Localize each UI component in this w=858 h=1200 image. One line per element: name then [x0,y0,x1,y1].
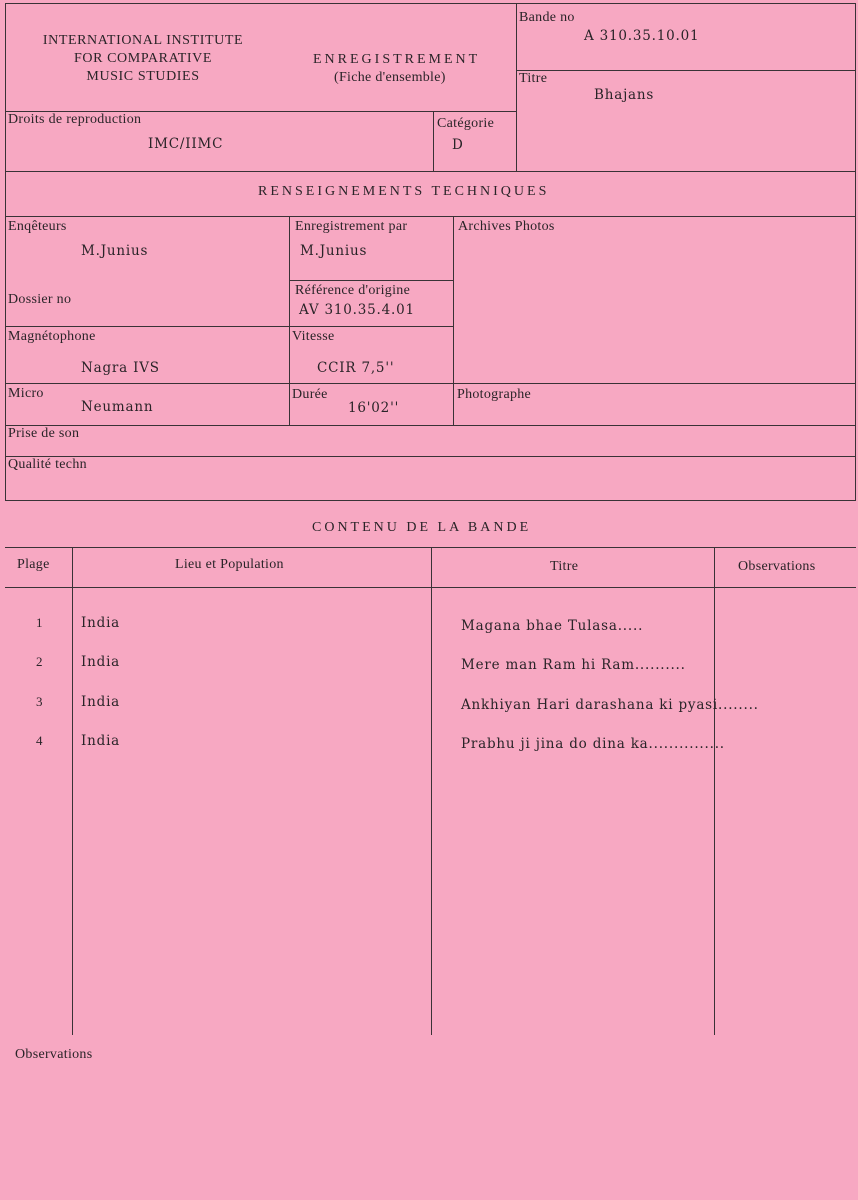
magnetophone-label: Magnétophone [8,329,96,344]
top-border [5,3,856,4]
technical-col1-divider [289,216,290,425]
table-row-1-plage: 1 [36,615,43,630]
header-divider [516,3,517,171]
technical-col2-divider [453,216,454,425]
enqueteurs-value: M.Junius [81,243,149,259]
institute-name-line-2: FOR COMPARATIVE [73,51,212,66]
table-row-1-lieu: India [81,615,121,631]
droits-value: IMC/IIMC [148,136,224,152]
photographe-label: Photographe [457,387,532,402]
micro-value: Neumann [81,399,154,415]
enregistrement-bottom-line [289,280,453,281]
table-row-4-lieu: India [81,733,121,749]
magnetophone-value: Nagra IVS [81,360,160,376]
prise-de-son-label: Prise de son [8,426,80,441]
table-row-3-titre: Ankhiyan Hari darashana ki pyasi........ [461,697,759,713]
table-col-lieu-divider [431,547,432,1035]
qualite-techn-label: Qualité techn [8,457,87,472]
table-col-titre-divider [714,547,715,1035]
form-subtitle: (Fiche d'ensemble) [334,70,446,85]
table-row-4-plage: 4 [36,733,43,748]
table-row-2-lieu: India [81,654,121,670]
header-bottom-line [5,171,856,172]
column-header-plage: Plage [17,557,50,572]
content-heading: CONTENU DE LA BANDE [312,520,532,535]
micro-top-line [5,383,856,384]
table-col-plage-divider [72,547,73,1035]
categorie-divider [433,111,434,171]
table-row-1-titre: Magana bhae Tulasa..... [461,618,644,634]
reference-label: Référence d'origine [295,283,411,298]
observations-label: Observations [15,1047,93,1062]
technical-heading: RENSEIGNEMENTS TECHNIQUES [258,184,550,199]
table-row-4-titre: Prabhu ji jina do dina ka............... [461,736,725,752]
titre-value: Bhajans [594,87,655,103]
table-row-2-plage: 2 [36,654,43,669]
micro-label: Micro [8,386,44,401]
vitesse-value: CCIR 7,5'' [317,360,395,376]
institute-name-line-1: INTERNATIONAL INSTITUTE [42,33,244,48]
prise-top-line [5,425,856,426]
bande-value: A 310.35.10.01 [584,28,700,44]
vitesse-label: Vitesse [292,329,335,344]
institute-name-line-3: MUSIC STUDIES [86,69,200,84]
categorie-value: D [452,137,464,153]
table-row-3-lieu: India [81,694,121,710]
duree-label: Durée [292,387,328,402]
reference-value: AV 310.35.4.01 [299,302,415,318]
form-title: ENREGISTREMENT [313,52,481,67]
duree-value: 16'02'' [348,400,400,416]
qualite-top-line [5,456,856,457]
table-row-2-titre: Mere man Ram hi Ram.......... [461,657,686,673]
column-header-titre: Titre [550,559,579,574]
enqueteurs-label: Enqêteurs [8,219,67,234]
table-row-3-plage: 3 [36,694,43,709]
column-header-observations: Observations [738,559,816,574]
dossier-label: Dossier no [8,292,72,307]
titre-label: Titre [519,71,548,86]
categorie-label: Catégorie [437,116,495,131]
magnetophone-top-line [5,326,453,327]
column-header-lieu: Lieu et Population [175,557,284,572]
technical-bottom-line [5,500,856,501]
bande-label: Bande no [519,10,575,25]
archives-photos-label: Archives Photos [458,219,555,234]
technical-top-line [5,216,856,217]
droits-label: Droits de reproduction [8,112,142,127]
titre-top-line [516,70,856,71]
enregistrement-label: Enregistrement par [295,219,408,234]
enregistrement-value: M.Junius [300,243,368,259]
